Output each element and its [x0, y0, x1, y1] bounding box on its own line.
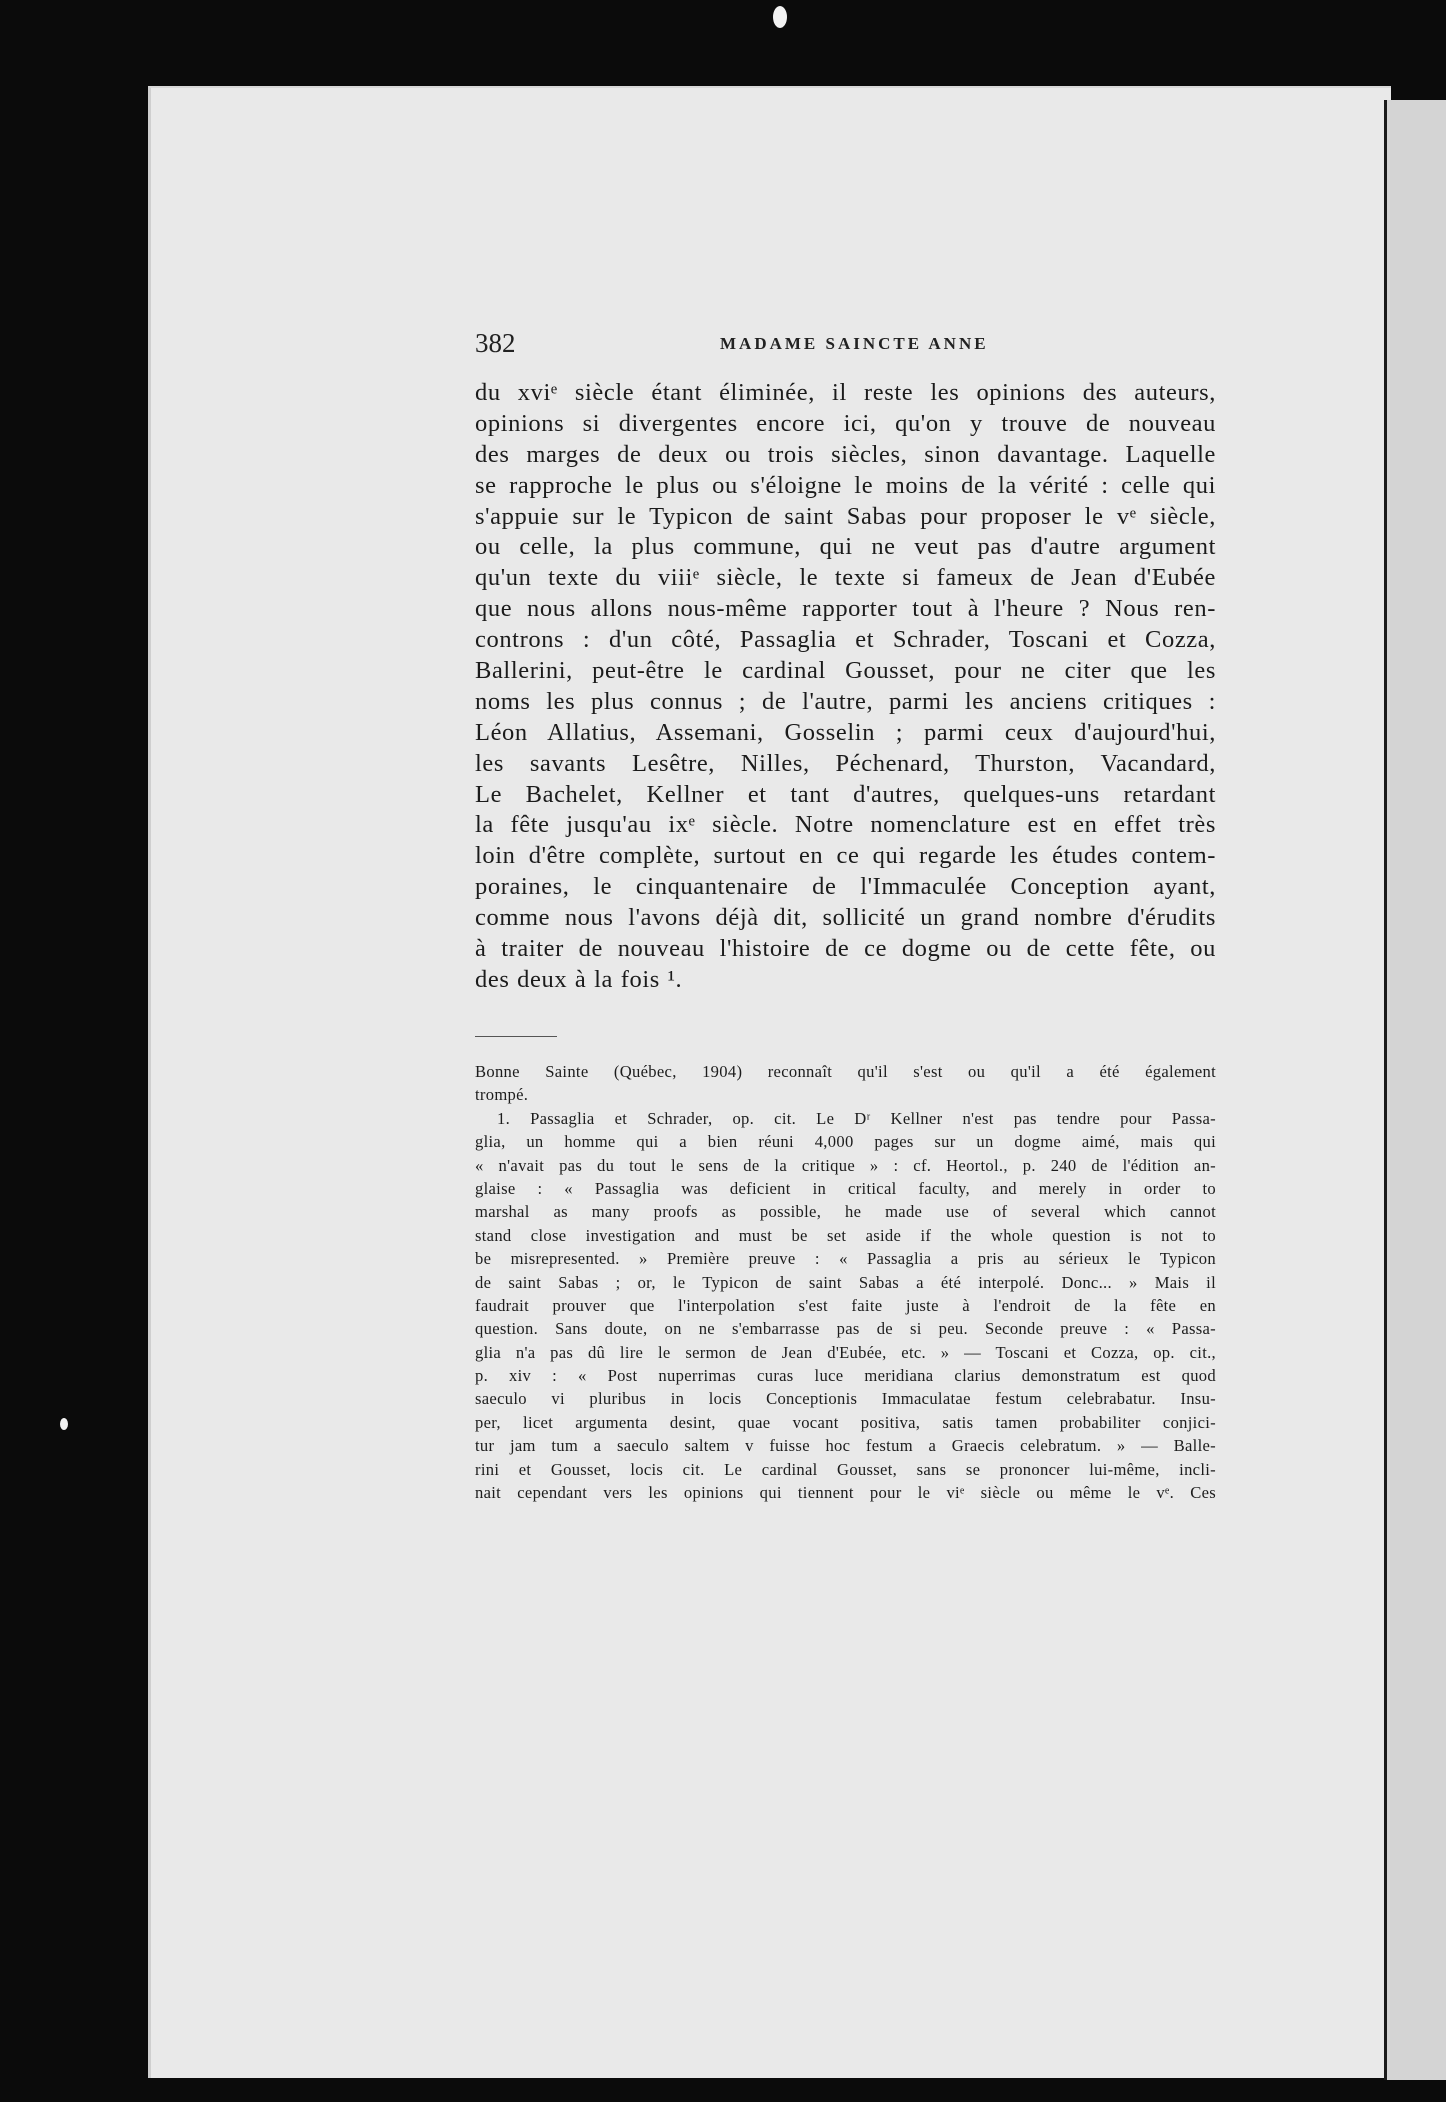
footnote-line: de saint Sabas ; or, le Typicon de saint Sabas a été interpolé. Donc... » Mais il: [475, 1272, 1216, 1292]
footnote-line: nait cependant vers les opinions qui tiennent pour le viᵉ siècle ou même le vᵉ. Ces: [475, 1483, 1216, 1503]
footnote-line: faudrait prouver que l'interpolation s'est faite juste à l'endroit de la fête en: [475, 1295, 1216, 1315]
text-line: du xviᵉ siècle étant éliminée, il reste les opinions des auteurs,: [475, 379, 1216, 406]
text-line: noms les plus connus ; de l'autre, parmi les anciens critiques :: [475, 687, 1216, 715]
text-line: Le Bachelet, Kellner et tant d'autres, quelques-uns retardant: [475, 780, 1216, 808]
footnote-line: be misrepresented. » Première preuve : « Passaglia a pris au sérieux le Typicon: [475, 1249, 1216, 1269]
footnote-line: Bonne Sainte (Québec, 1904) reconnaît qu'il s'est ou qu'il a été également: [475, 1062, 1216, 1081]
text-line: loin d'être complète, surtout en ce qui regarde les études contem-: [475, 842, 1216, 870]
text-line: qu'un texte du viiiᵉ siècle, le texte si fameux de Jean d'Eubée: [475, 564, 1216, 592]
footnote-line: marshal as many proofs as possible, he made use of several which cannot: [475, 1202, 1216, 1222]
page-number: 382: [475, 328, 516, 358]
text-line: les savants Lesêtre, Nilles, Péchenard, Thurston, Vacandard,: [475, 749, 1216, 777]
text-line: s'appuie sur le Typicon de saint Sabas pour proposer le vᵉ siècle,: [475, 502, 1216, 530]
footnote-line: question. Sans doute, on ne s'embarrasse pas de si peu. Seconde preuve : « Passa-: [475, 1319, 1216, 1339]
scan-speck: [60, 1418, 68, 1430]
footnote-line: glia, un homme qui a bien réuni 4,000 pages sur un dogme aimé, mais qui: [475, 1132, 1216, 1152]
footnote-line: stand close investigation and must be set aside if the whole question is not to: [475, 1225, 1216, 1245]
text-line: opinions si divergentes encore ici, qu'on y trouve de nouveau: [475, 409, 1216, 437]
text-line: Ballerini, peut-être le cardinal Gousset, pour ne citer que les: [475, 657, 1216, 685]
text-line: des marges de deux ou trois siècles, sinon davantage. Laquelle: [475, 440, 1216, 468]
text-line: poraines, le cinquantenaire de l'Immaculée Conception ayant,: [475, 873, 1216, 901]
footnote-line: glaise : « Passaglia was deficient in critical faculty, and merely in order to: [475, 1178, 1216, 1198]
footnote-separator: [475, 1036, 557, 1037]
text-line: controns : d'un côté, Passaglia et Schrader, Toscani et Cozza,: [475, 626, 1216, 654]
footnote-line: tur jam tum a saeculo saltem v fuisse hoc festum a Graecis celebratum. » — Balle-: [475, 1436, 1216, 1456]
text-line: ou celle, la plus commune, qui ne veut pas d'autre argument: [475, 533, 1216, 561]
scan-speck: [773, 6, 787, 28]
running-title: MADAME SAINCTE ANNE: [720, 334, 989, 353]
next-page-edge: [1384, 100, 1446, 2080]
footnote-line: per, licet argumenta desint, quae vocant positiva, satis tamen probabiliter conjici-: [475, 1412, 1216, 1432]
footnote-line: 1. Passaglia et Schrader, op. cit. Le Dʳ Kellner n'est pas tendre pour Passa-: [497, 1108, 1216, 1128]
text-line: la fête jusqu'au ixᵉ siècle. Notre nomenclature est en effet très: [475, 811, 1216, 839]
footnotes: [475, 1060, 1216, 1504]
footnote-line: p. xiv : « Post nuperrimas curas luce meridiana clarius demonstratum est quod: [475, 1366, 1216, 1386]
text-line: comme nous l'avons déjà dit, sollicité un grand nombre d'érudits: [475, 904, 1216, 932]
text-line: se rapproche le plus ou s'éloigne le moins de la vérité : celle qui: [475, 471, 1216, 499]
text-line: des deux à la fois ¹.: [475, 965, 683, 993]
footnote-line: saeculo vi pluribus in locis Conceptionis Immaculatae festum celebrabatur. Insu-: [475, 1389, 1216, 1409]
page-header: [475, 328, 1221, 362]
main-text: [475, 378, 1216, 996]
footnote-line: « n'avait pas du tout le sens de la critique » : cf. Heortol., p. 240 de l'édition an-: [475, 1155, 1216, 1175]
text-line: à traiter de nouveau l'histoire de ce dogme ou de cette fête, ou: [475, 935, 1216, 963]
text-line: que nous allons nous-même rapporter tout à l'heure ? Nous ren-: [475, 595, 1216, 623]
footnote-line: trompé.: [475, 1085, 529, 1105]
footnote-line: rini et Gousset, locis cit. Le cardinal Gousset, sans se prononcer lui-même, incli-: [475, 1459, 1216, 1479]
text-line: Léon Allatius, Assemani, Gosselin ; parmi ceux d'aujourd'hui,: [475, 718, 1216, 746]
footnote-line: glia n'a pas dû lire le sermon de Jean d'Eubée, etc. » — Toscani et Cozza, op. cit.,: [475, 1342, 1216, 1362]
